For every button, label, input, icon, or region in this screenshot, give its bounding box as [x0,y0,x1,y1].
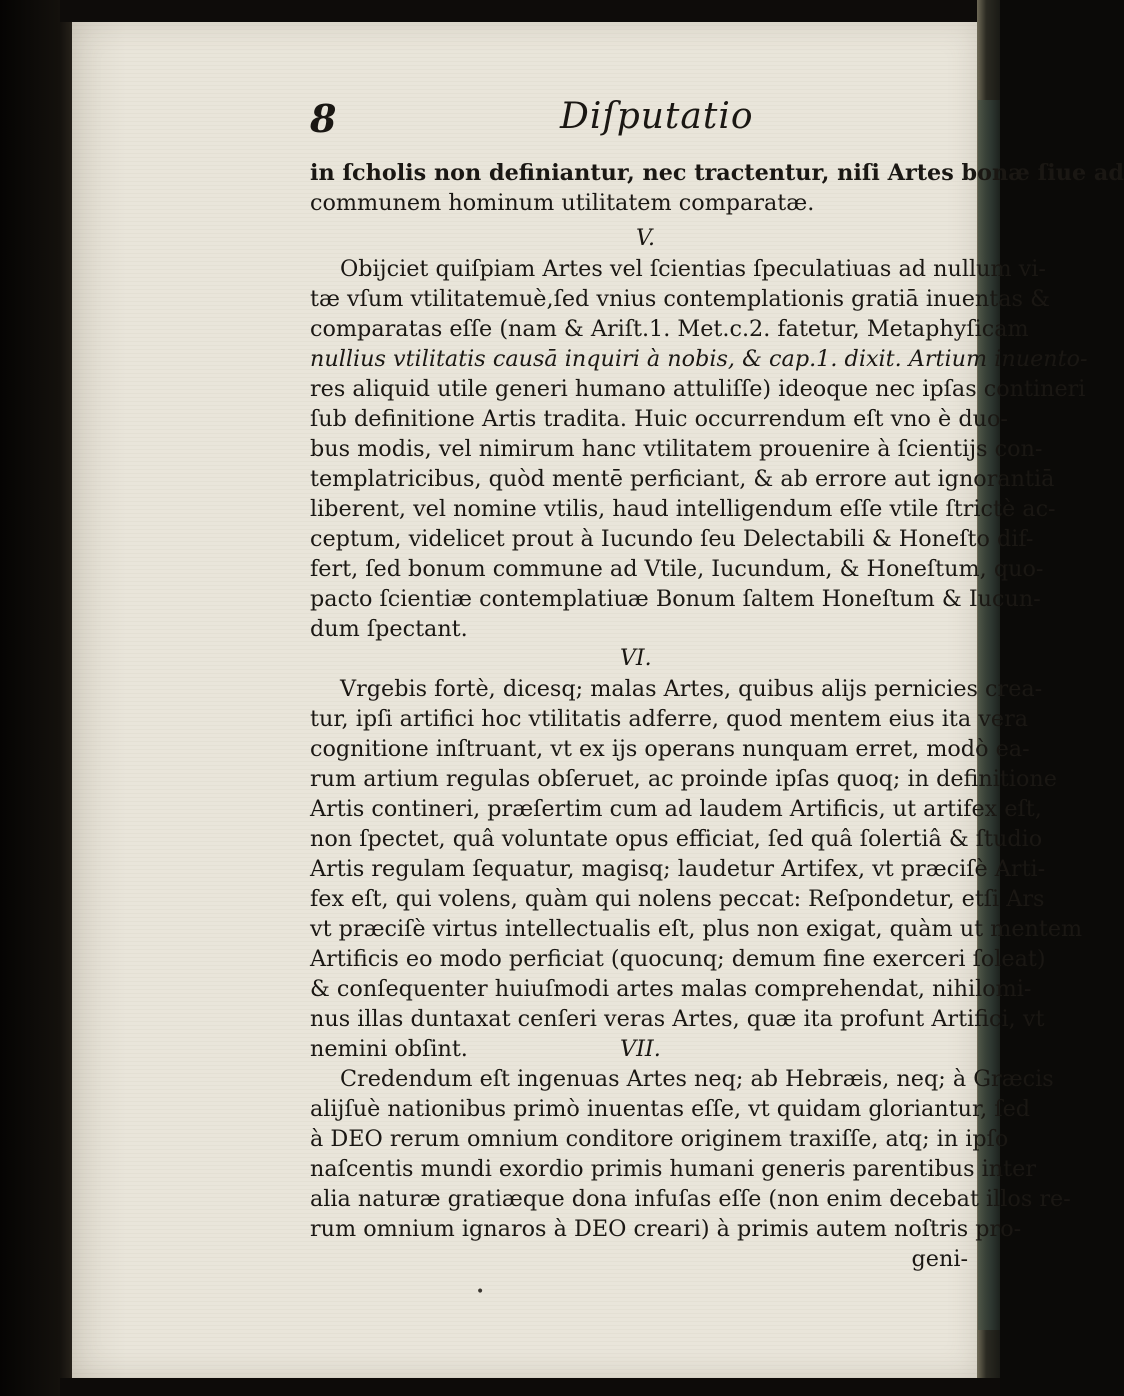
text-line: Artis contineri, præſertim cum ad laudem Artificis, ut artifex eſt, [310,796,1042,822]
text-line: communem hominum utilitatem comparatæ. [310,190,815,216]
text-line: rum artium regulas obſeruet, ac proinde ipſas quoq; in definitione [310,766,1057,792]
bottom-background [60,1378,1000,1396]
text-line: comparatas eſſe (nam & Ariſt.1. Met.c.2. fatetur, Metaphyſicam [310,316,1029,342]
text-line: rum omnium ignaros à DEO creari) à primis autem noſtris pro- [310,1216,1022,1242]
text-line: nemini obſint. [310,1036,468,1062]
text-line: Artis regulam ſequatur, magisq; laudetur Artifex, vt præciſè Arti- [310,856,1046,882]
top-background [60,0,1000,22]
text-line: tur, ipſi artifici hoc vtilitatis adferre, quod mentem eius ita vera [310,706,1029,732]
text-line: alijſuè nationibus primò inuentas eſſe, vt quidam gloriantur, ſed [310,1096,1031,1122]
text-line: alia naturæ gratiæque dona infuſas eſſe (non enim decebat illos re- [310,1186,1071,1212]
text-line: ceptum, videlicet prout à Iucundo ſeu Delectabili & Honeſto dif- [310,526,1034,552]
section-number: VI. [620,646,652,671]
text-line: templatricibus, quòd mentē perficiant, & ab errore aut ignorantiā [310,466,1055,492]
text-line: Credendum eſt ingenuas Artes neq; ab Hebræis, neq; à Græcis [340,1066,1054,1092]
text-line: fex eſt, qui volens, quàm qui nolens peccat: Reſpondetur, etſi Ars [310,886,1045,912]
text-line: dum ſpectant. [310,616,468,642]
text-line: vt præciſè virtus intellectualis eſt, plus non exigat, quàm ut mentem [310,916,1083,942]
text-line: cognitione inſtruant, vt ex ijs operans nunquam erret, modò ea- [310,736,1030,762]
text-line: res aliquid utile generi humano attuliſſe) ideoque nec ipſas contineri [310,376,1086,402]
ink-mark: • [476,1284,485,1300]
text-line: in ſcholis non definiantur, nec tractentur, niſi Artes bonæ ſiue ad [310,160,1124,186]
text-line: tæ vſum vtilitatemuè,ſed vnius contemplationis gratiā inuentas & [310,286,1050,312]
catchword: geni- [911,1246,968,1272]
text-line: liberent, vel nomine vtilis, haud intelligendum eſſe vtile ſtrictè ac- [310,496,1056,522]
body-text [310,158,1124,1274]
text-line: Artificis eo modo perficiat (quocunq; demum fine exerceri ſoleat) [310,946,1046,972]
page-number: 8 [310,96,337,141]
text-line: & conſequenter huiuſmodi artes malas comprehendat, nihilomi- [310,976,1032,1002]
section-number: V. [636,226,656,251]
text-line: bus modis, vel nimirum hanc vtilitatem prouenire à ſcientijs con- [310,436,1043,462]
text-line: ſub definitione Artis tradita. Huic occurrendum eſt vno è duo- [310,406,1008,432]
text-line: fert, ſed bonum commune ad Vtile, Iucundum, & Honeſtum, quo- [310,556,1044,582]
text-line: Vrgebis fortè, dicesq; malas Artes, quibus alijs pernicies crea- [340,676,1043,702]
section-number: VII. [620,1036,661,1062]
text-line: nus illas duntaxat cenſeri veras Artes, quæ ita profunt Artifici, vt [310,1006,1045,1032]
text-line-with-section [310,1034,990,1064]
text-line: Obijciet quiſpiam Artes vel ſcientias ſpeculatiuas ad nullum vi- [340,256,1046,282]
text-line: nullius vtilitatis causā inquiri à nobis, & cap.1. dixit. Artium inuento- [310,346,1088,372]
text-line: non ſpectet, quâ voluntate opus efficiat, ſed quâ ſolertiâ & ſtudio [310,826,1043,852]
running-head: Diſputatio [560,96,754,137]
text-line: à DEO rerum omnium conditore originem traxiſſe, atq; in ipſo [310,1126,1009,1152]
text-line: pacto ſcientiæ contemplatiuæ Bonum ſaltem Honeſtum & Iucun- [310,586,1041,612]
left-page-edge [0,0,75,1396]
text-line: naſcentis mundi exordio primis humani generis parentibus inter [310,1156,1036,1182]
